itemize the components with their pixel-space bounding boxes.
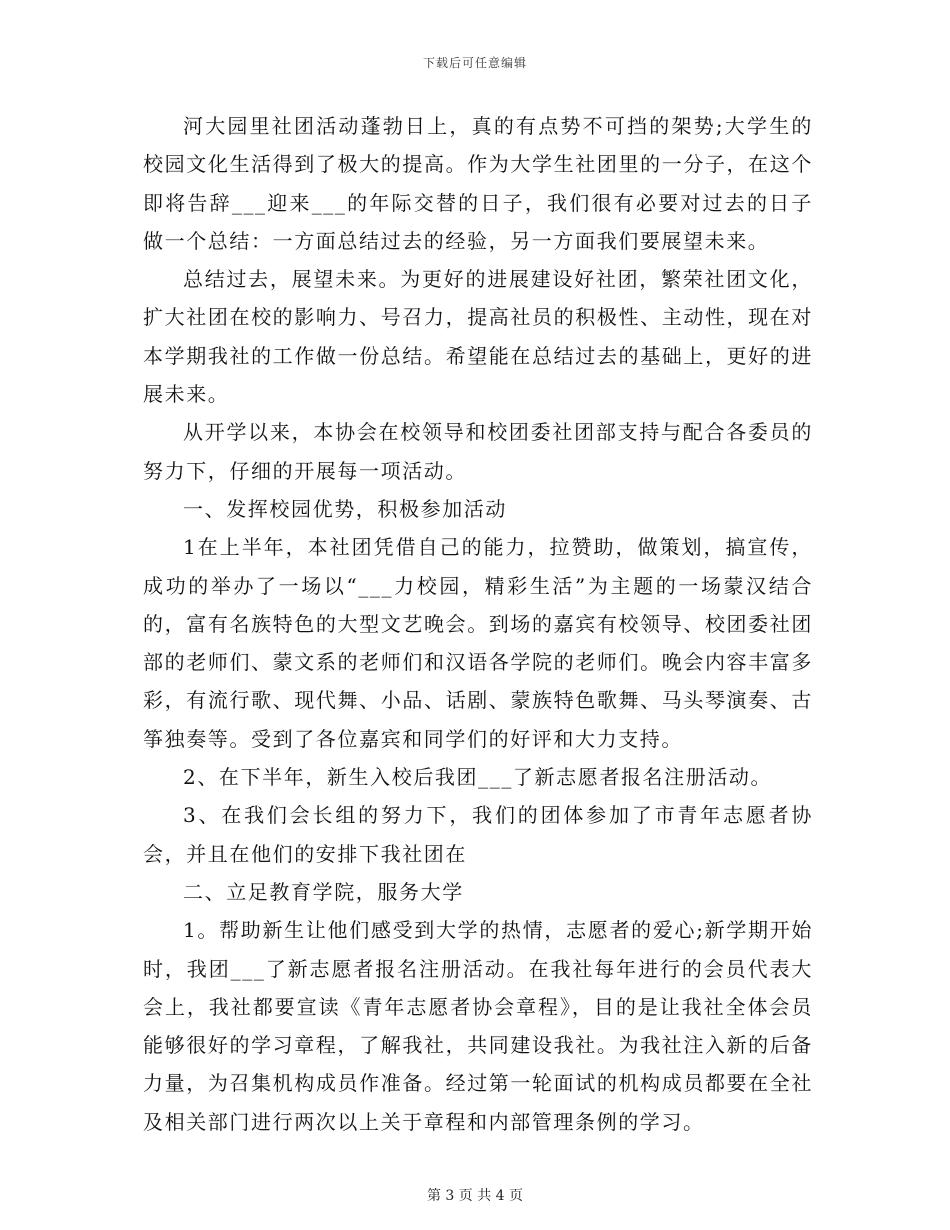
paragraph-overview: 从开学以来，本协会在校领导和校团委社团部支持与配合各委员的努力下，仔细的开展每一项活动。 <box>143 420 813 483</box>
paragraph-item-4: 1。帮助新生让他们感受到大学的热情，志愿者的爱心;新学期开始时，我团___了新志愿者报名注册活动。在我社每年进行的会员代表大会上，我社都要宣读《青年志愿者协会章程》，目的是让我社全体会员能够很好的学习章程，了解我社，共同建设我社。为我社注入新的后备力量，为召集机构成员作准备。经过第一轮面试的机构成员都要在全社及相关部门进行两次以上关于章程和内部管理条例的学习。 <box>143 918 813 1134</box>
page-header: 下载后可任意编辑 <box>422 56 527 70</box>
paragraph-item-1: 1在上半年，本社团凭借自己的能力，拉赞助，做策划，搞宣传，成功的举办了一场以“___力校园，精彩生活”为主题的一场蒙汉结合的，富有名族特色的大型文艺晚会。到场的嘉宾有校领导、校团委社团部的老师们、蒙文系的老师们和汉语各学院的老师们。晚会内容丰富多彩，有流行歌、现代舞、小品、话剧、蒙族特色歌舞、马头琴演奏、古筝独奏等。受到了各位嘉宾和同学们的好评和大力支持。 <box>143 535 813 751</box>
section-heading-2: 二、立足教育学院，服务大学 <box>183 879 464 904</box>
page-number: 第 3 页 共 4 页 <box>426 1188 524 1204</box>
section-heading-1: 一、发挥校园优势，积极参加活动 <box>183 496 507 521</box>
paragraph-item-2: 2、在下半年，新生入校后我团___了新志愿者报名注册活动。 <box>183 765 773 790</box>
paragraph-item-3: 3、在我们会长组的努力下，我们的团体参加了市青年志愿者协会，并且在他们的安排下我社团在 <box>143 803 813 866</box>
paragraph-summary: 总结过去，展望未来。为更好的进展建设好社团，繁荣社团文化，扩大社团在校的影响力、号召力，提高社员的积极性、主动性，现在对本学期我社的工作做一份总结。希望能在总结过去的基础上，更好的进展未来。 <box>143 267 813 407</box>
document-body <box>143 107 813 1141</box>
paragraph-intro: 河大园里社团活动蓬勃日上，真的有点势不可挡的架势;大学生的校园文化生活得到了极大的提高。作为大学生社团里的一分子，在这个即将告辞___迎来___的年际交替的日子，我们很有必要对过去的日子做一个总结：一方面总结过去的经验，另一方面我们要展望未来。 <box>143 114 813 253</box>
